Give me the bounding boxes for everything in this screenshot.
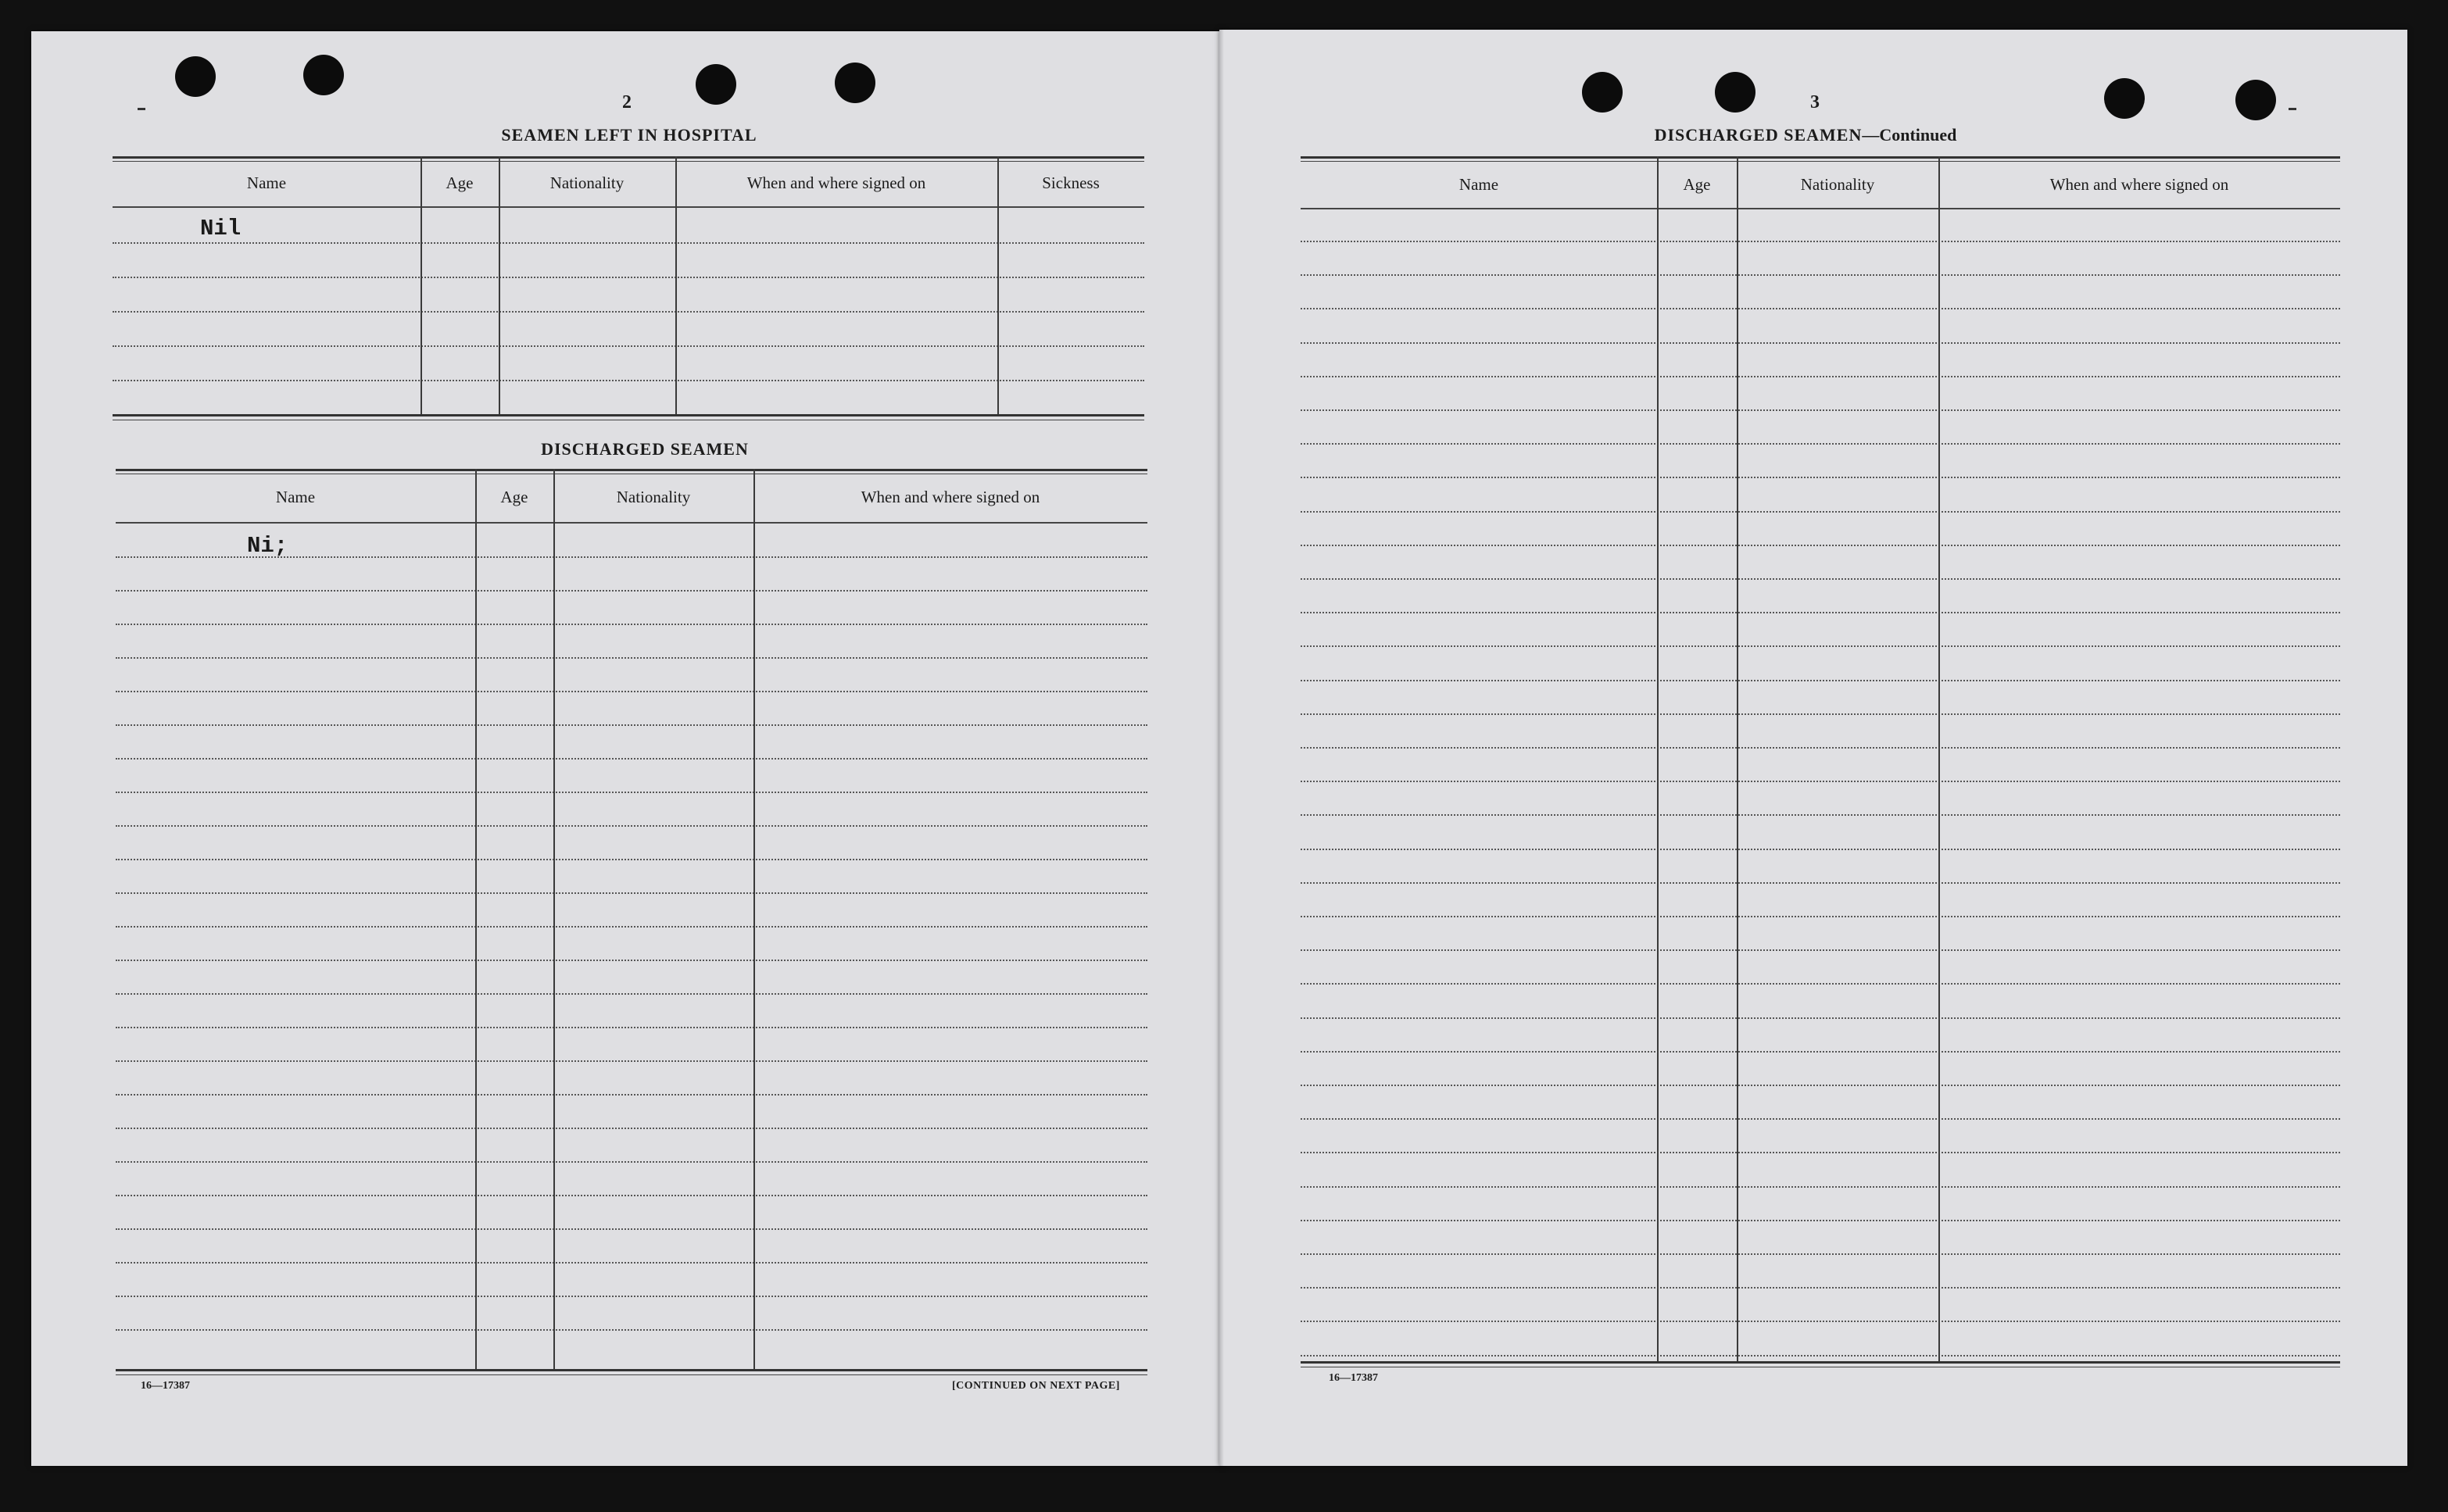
ruled-line: [1301, 713, 2340, 715]
column-header-when-where: When and where signed on: [861, 488, 1040, 506]
title-main: DISCHARGED SEAMEN: [1654, 125, 1863, 145]
page-fold: [1219, 30, 1224, 1466]
column-header-age: Age: [500, 488, 528, 506]
ruled-line: [1301, 1186, 2340, 1188]
discharged-table: [116, 469, 1147, 1375]
ruled-line: [1301, 1118, 2340, 1120]
ruled-line: [1301, 983, 2340, 985]
punch-hole: [175, 56, 216, 97]
ruled-line: [1301, 545, 2340, 546]
ruled-line: [1301, 1220, 2340, 1221]
form-number: 16—17387: [1329, 1372, 1378, 1384]
ruled-line: [1301, 1152, 2340, 1153]
ruled-line: [1301, 1321, 2340, 1322]
ruled-line: [1301, 274, 2340, 276]
ruled-line: [1301, 477, 2340, 478]
column-header-when-where: When and where signed on: [2049, 175, 2229, 194]
punch-hole: [835, 63, 875, 103]
section-title-discharged-continued: [1610, 125, 2001, 145]
ruled-line: [1301, 342, 2340, 344]
column-header-name: Name: [246, 173, 287, 192]
column-header-sickness: Sickness: [1042, 173, 1100, 192]
ruled-line: [1301, 949, 2340, 951]
column-header-age: Age: [1683, 175, 1711, 194]
ruled-line: [1301, 511, 2340, 513]
ruled-line: [1301, 1253, 2340, 1255]
column-header-nationality: Nationality: [616, 488, 691, 506]
column-header-age: Age: [446, 173, 474, 192]
ruled-line: [1301, 747, 2340, 749]
discharged-entry-name: Ni;: [247, 533, 288, 559]
column-header-when-where: When and where signed on: [746, 173, 926, 192]
column-header-nationality: Nationality: [1800, 175, 1875, 194]
form-number: 16—17387: [141, 1380, 190, 1392]
ruled-line: [1301, 376, 2340, 377]
column-header-nationality: Nationality: [549, 173, 625, 192]
ruled-line: [1301, 578, 2340, 580]
ruled-line: [1301, 1355, 2340, 1357]
punch-hole: [303, 55, 344, 95]
ruled-line: [1301, 916, 2340, 917]
ruled-line: [1301, 680, 2340, 681]
section-title-discharged: DISCHARGED SEAMEN: [541, 439, 749, 459]
continued-note: [CONTINUED ON NEXT PAGE]: [952, 1380, 1120, 1392]
page-number: 2: [622, 92, 632, 113]
ruled-line: [1301, 1085, 2340, 1086]
ruled-line: [1301, 409, 2340, 411]
ruled-line: [1301, 241, 2340, 242]
ruled-line: [1301, 849, 2340, 850]
ruled-line: [1301, 443, 2340, 445]
title-suffix: —Continued: [1862, 125, 1957, 145]
ruled-line: [1301, 645, 2340, 647]
page-number: 3: [1810, 92, 1820, 113]
ruled-line: [1301, 308, 2340, 309]
punch-hole: [1715, 72, 1755, 113]
ruled-line: [1301, 1051, 2340, 1053]
column-header-name: Name: [275, 488, 316, 506]
discharged-continued-table: [1301, 156, 2340, 1375]
punch-hole: [2235, 80, 2276, 120]
ruled-line: [1301, 1287, 2340, 1289]
ruled-line: [1301, 814, 2340, 816]
page-mark: [2289, 108, 2296, 110]
ruled-line: [1301, 1017, 2340, 1019]
punch-hole: [696, 64, 736, 105]
punch-hole: [1582, 72, 1623, 113]
ruled-line: [1301, 781, 2340, 782]
punch-hole: [2104, 78, 2145, 119]
hospital-entry-name: Nil: [200, 216, 242, 241]
page-mark: [138, 108, 145, 110]
section-title-hospital: SEAMEN LEFT IN HOSPITAL: [501, 125, 757, 145]
hospital-table: [113, 156, 1144, 422]
column-header-name: Name: [1458, 175, 1499, 194]
ruled-line: [1301, 612, 2340, 613]
ruled-line: [1301, 882, 2340, 884]
